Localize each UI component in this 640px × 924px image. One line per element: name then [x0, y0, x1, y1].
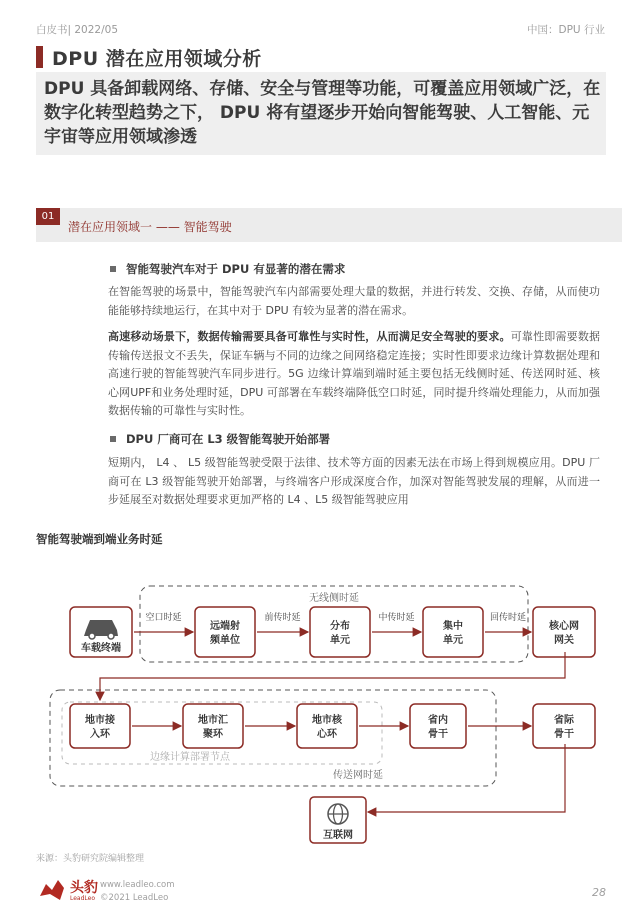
paragraph-2-bold: 高速移动场景下，数据传输需要具备可靠性与实时性，从而满足安全驾驶的要求。 — [108, 330, 511, 343]
row1-node-4 — [533, 607, 595, 657]
vehicle-terminal-node — [70, 607, 132, 657]
node-label: 核心网网关 — [549, 621, 579, 646]
row1-node-3 — [423, 607, 483, 657]
header-right: 中国：DPU 行业 — [527, 24, 605, 36]
section-number: 01 — [36, 208, 60, 225]
row2-node-0 — [70, 704, 130, 748]
node-label: 地市接入环 — [85, 715, 115, 740]
footer-copyright: ©2021 LeadLeo — [100, 893, 169, 903]
backbone-to-internet-arrow — [368, 744, 565, 812]
paragraph-2-text: 可靠性即需要数据传输传送报文不丢失，保证车辆与不同的边缘之间网络稳定连接；实时性即要求边缘计算数据处理和高速行驶的智能驾驶汽车同步进行。5G 边缘计算端到端时延主要包括无线侧时延、传送网时延、核心网UPF和业务处理时延，DPU 可部署在车载终端降低空口时延，同时提升终端处理能力，从而加强数据传输的可靠性与实时性。 — [108, 330, 601, 417]
paragraph-1-text: 在智能驾驶的场景中，智能驾驶汽车内部需要处理大量的数据，并进行转发、交换、存储，从而使功能能够持续地运行，在其中对于 DPU 有较为显著的潜在需求。 — [108, 285, 600, 317]
row1-node-2 — [310, 607, 370, 657]
row2-node-3 — [410, 704, 466, 748]
internet-node — [310, 797, 366, 843]
paragraph-3-text: 短期内， L4 、 L5 级智能驾驶受限于法律、技术等方面的因素无法在市场上得到规模应用。DPU 厂商可在 L3 级智能驾驶开始部署，与终端客户形成深度合作，加深对智能驾驶发展的理解，从而进一步延展至对数据处理要求更加严格的 L4 、L5 级智能驾驶应用 — [108, 456, 600, 506]
transport-region-label: 传送网时延 — [333, 770, 383, 781]
brand-name: 头豹 — [70, 880, 98, 896]
leopard-logo-icon — [38, 878, 68, 902]
link-label: 空口时延 — [145, 613, 182, 623]
source-note: 来源：头豹研究院编辑整理 — [36, 854, 145, 864]
node-label: 地市核心环 — [312, 715, 342, 740]
gateway-to-access-arrow — [100, 652, 565, 700]
page-title: DPU 潜在应用领域分析 — [52, 48, 262, 70]
node-label: 远端射频单位 — [210, 621, 240, 646]
node-label: 集中单元 — [443, 621, 463, 646]
node-label: 地市汇聚环 — [198, 715, 228, 740]
link-label: 中传时延 — [378, 613, 415, 623]
row2-node-1 — [183, 704, 243, 748]
node-label: 省内骨干 — [428, 715, 448, 740]
internet-label: 互联网 — [323, 830, 353, 841]
summary-text: DPU 具备卸载网络、存储、安全与管理等功能，可覆盖应用领域广泛，在数字化转型趋势之下， DPU 将有望逐步开始向智能驾驶、人工智能、元宇宙等应用领域渗透 — [44, 79, 601, 147]
row2-node-4 — [533, 704, 595, 748]
wireless-region-label: 无线侧时延 — [309, 593, 359, 604]
diagram-title: 智能驾驶端到端业务时延 — [36, 532, 163, 546]
link-label: 回传时延 — [489, 613, 527, 623]
brand-sub: LeadLeo — [70, 895, 96, 902]
header-left: 白皮书| 2022/05 — [36, 24, 118, 36]
point-heading-2: DPU 厂商可在 L3 级智能驾驶开始部署 — [126, 432, 331, 446]
node-label: 车载终端 — [81, 643, 121, 654]
row2-node-2 — [297, 704, 357, 748]
link-label: 前传时延 — [264, 613, 301, 623]
section-title: 潜在应用领域一 —— 智能驾驶 — [68, 220, 232, 234]
edge-region-label: 边缘计算部署节点 — [150, 752, 230, 763]
node-label: 省际骨干 — [554, 715, 574, 740]
footer-url[interactable]: www.leadleo.com — [100, 880, 175, 890]
page-number: 28 — [592, 886, 606, 899]
row1-node-1 — [195, 607, 255, 657]
node-label: 分布单元 — [330, 621, 350, 646]
point-heading-1: 智能驾驶汽车对于 DPU 有显著的潜在需求 — [126, 262, 346, 276]
